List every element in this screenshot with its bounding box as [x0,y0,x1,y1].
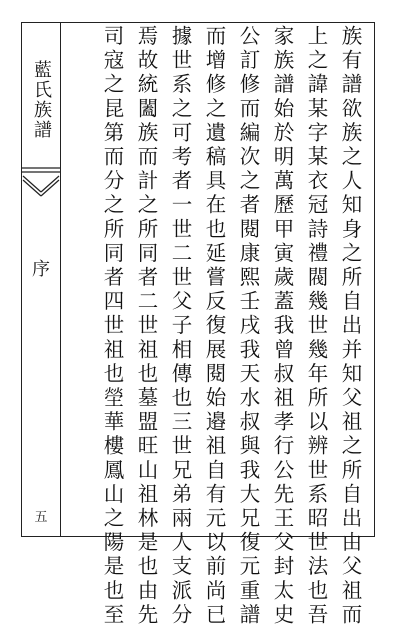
text-column-7: 焉故統闔族而計之所同者二世祖也墓盟旺山祖林是也由先 [134,25,158,628]
text-column-8: 司寇之昆第而分之所同者四世祖也塋華樓鳳山之陽是也至 [100,25,124,628]
text-column-3: 家族譜始於明萬歷甲寅歲蓋我曾叔祖孝行公先王父封太史 [270,25,294,628]
fishtail-mark [21,162,61,202]
page-number: 五 [34,510,48,525]
margin-column [21,22,61,537]
text-column-2: 上之諱某字某衣冠詩禮閥幾世幾年所以辨世系昭世法也吾 [304,25,328,628]
text-column-1: 族有譜欲族之人知身之所自出并知父祖之所自出由父祖而 [338,25,362,628]
text-column-5: 而增修之遺稿具在也延嘗反復展閱始邉祖自有元以前尚已 [202,25,226,628]
text-column-6: 據世系之可考者一世二世父子相傳也三世兄弟兩人支派分 [168,25,192,628]
text-column-4: 公訂修而編次之者閱康熙壬戌我天水叔與我大兄復元重譜 [236,25,260,628]
section-title: 序 [32,259,50,280]
book-title: 藍氏族譜 [31,60,52,140]
